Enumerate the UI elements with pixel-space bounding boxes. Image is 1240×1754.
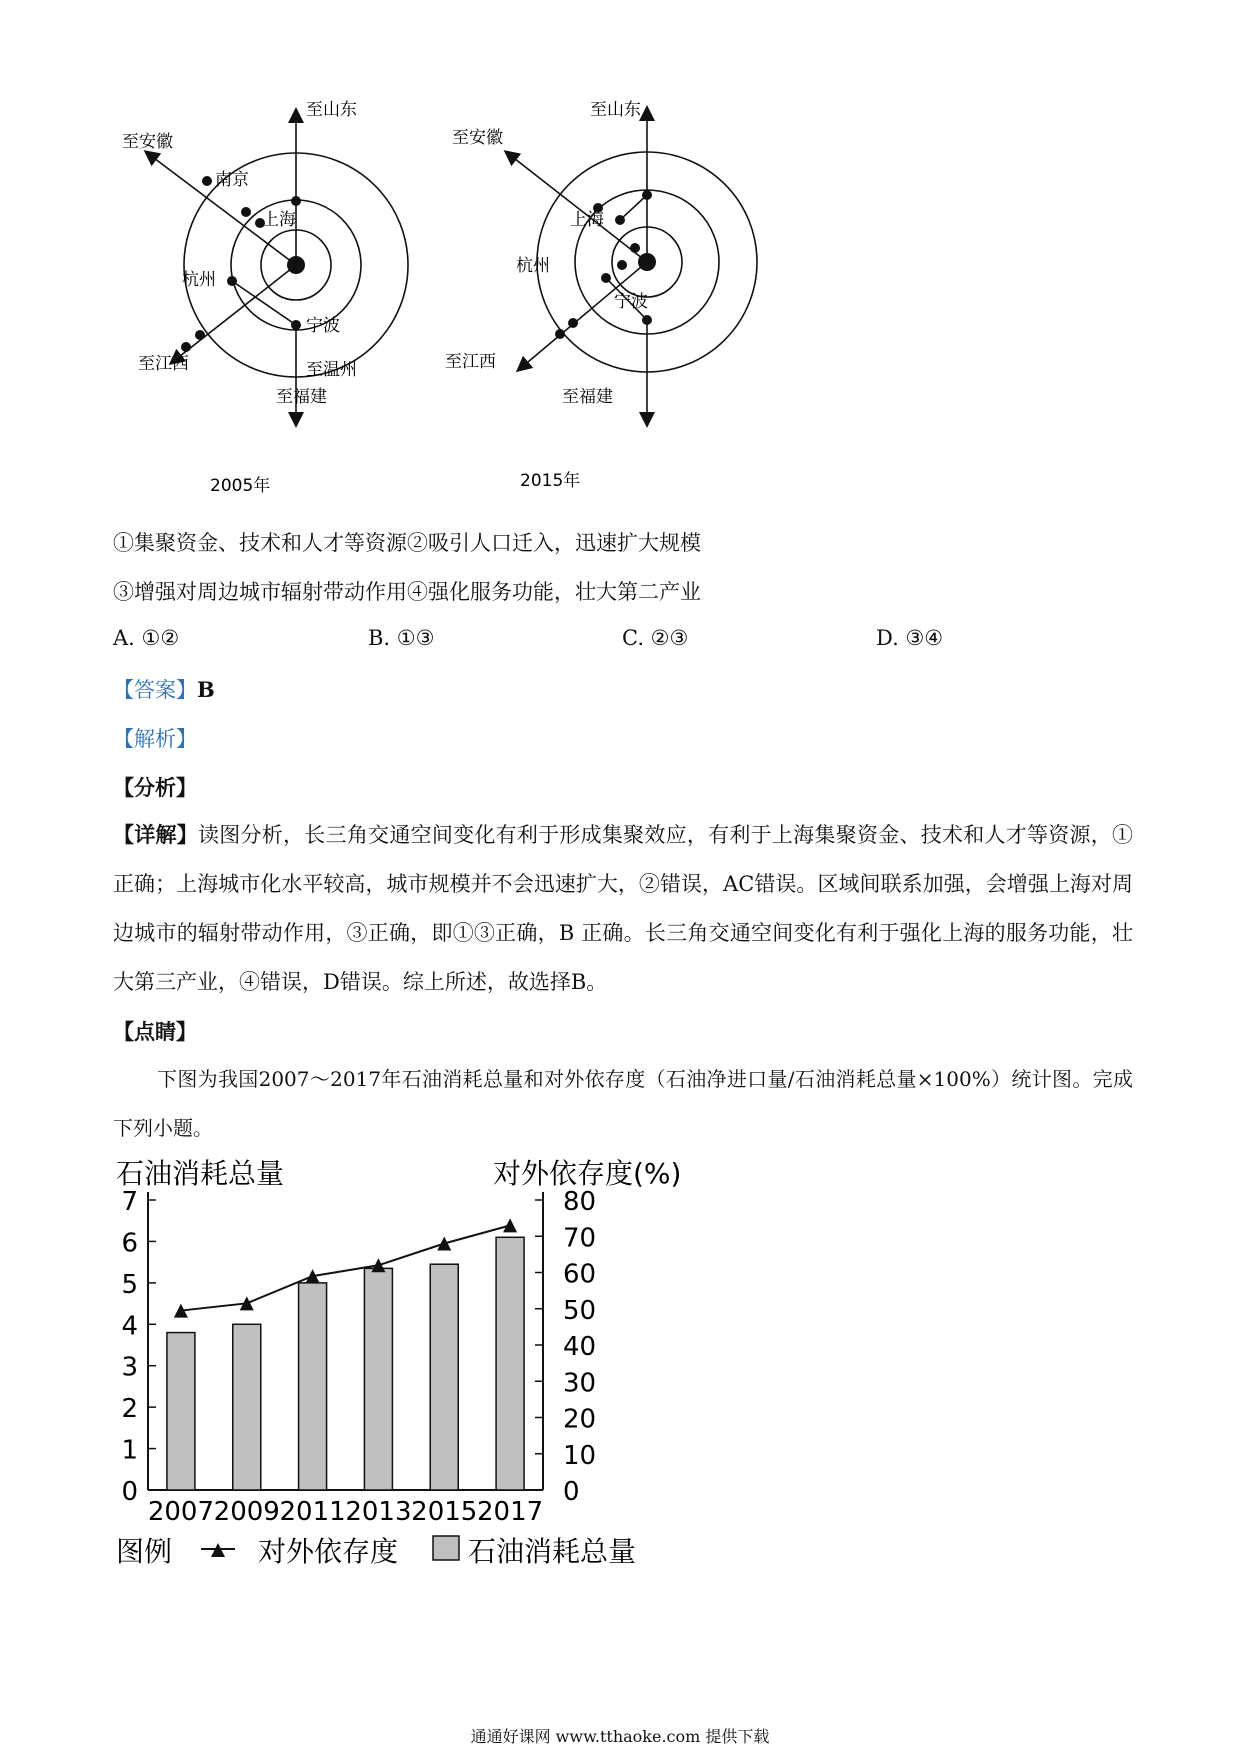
- map-year: 2015年: [520, 471, 581, 491]
- dependency-point-2015: [437, 1237, 451, 1251]
- label-jiangxi: 至江西: [138, 354, 189, 374]
- label-wenzhou: 至温州: [306, 360, 357, 380]
- bar-2015: [430, 1264, 458, 1490]
- legend-title: 图例: [116, 1535, 173, 1568]
- bar-2013: [364, 1268, 392, 1490]
- right-tick-label: 40: [563, 1332, 597, 1362]
- choice-d: D. ③④: [876, 626, 944, 650]
- bar-2009: [233, 1324, 261, 1490]
- legend-bar-label: 石油消耗总量: [468, 1535, 637, 1568]
- right-tick-label: 60: [563, 1259, 597, 1290]
- label-jiangxi: 至江西: [445, 352, 496, 372]
- label-hangzhou: 杭州: [182, 270, 216, 290]
- legend-line-marker: [201, 1543, 235, 1557]
- answer-label: 【答案】: [113, 678, 197, 702]
- oil-chart: [108, 1155, 708, 1575]
- analysis-line: [113, 724, 197, 754]
- left-tick-label: 7: [121, 1187, 138, 1217]
- left-tick-label: 2: [121, 1394, 138, 1425]
- right-tick-label: 70: [563, 1223, 597, 1254]
- right-tick-label: 50: [563, 1295, 597, 1326]
- answer-line: [113, 675, 215, 705]
- choice-a: A. ①②: [113, 626, 180, 650]
- map-year: 2005年: [210, 476, 271, 496]
- right-tick-label: 80: [563, 1187, 597, 1217]
- detail-text: 读图分析，长三角交通空间变化有利于形成集聚效应，有利于上海集聚资金、技术和人才等资源，①正确；上海城市化水平较高，城市规模并不会迅速扩大，②错误，AC错误。区域间联系加强，会增强上海对周边城市的辐射带动作用，③正确，即①③正确，B 正确。长三角交通空间变化有利于强化上海的服务功能，壮大第三产业，④错误，D错误。综上所述，故选择B。: [113, 823, 1134, 994]
- left-tick-label: 6: [121, 1228, 138, 1259]
- right-tick-label: 20: [563, 1404, 597, 1435]
- right-tick-label: 0: [563, 1477, 580, 1507]
- label-hangzhou: 杭州: [516, 256, 550, 276]
- x-tick-label: 2007: [147, 1497, 215, 1527]
- left-tick-label: 1: [121, 1435, 138, 1466]
- page-footer: 通通好课网 www.tthaoke.com 提供下载: [470, 1727, 770, 1746]
- label-ningbo: 宁波: [306, 316, 340, 336]
- left-tick-label: 0: [121, 1477, 138, 1507]
- bar-2017: [496, 1237, 524, 1490]
- legend-bar-swatch: [433, 1536, 459, 1560]
- detail-label: 【详解】: [113, 822, 199, 847]
- right-tick-label: 10: [563, 1440, 597, 1471]
- dependency-line: [181, 1225, 510, 1310]
- answer-value: B: [197, 677, 215, 702]
- x-tick-label: 2011: [279, 1497, 346, 1527]
- options-line-1: ①集聚资金、技术和人才等资源②吸引人口迁入，迅速扩大规模: [113, 531, 701, 555]
- bar-2011: [299, 1283, 327, 1490]
- map-2015: [445, 95, 800, 515]
- label-shanghai: 上海: [570, 210, 604, 230]
- dependency-point-2017: [503, 1218, 517, 1232]
- analysis-label: 【解析】: [113, 727, 197, 751]
- options-line-2: ③增强对周边城市辐射带动作用④强化服务功能，壮大第二产业: [113, 580, 701, 604]
- left-tick-label: 4: [121, 1311, 138, 1342]
- label-fujian: 至福建: [562, 387, 613, 407]
- left-tick-label: 3: [121, 1352, 138, 1383]
- label-shanghai: 上海: [262, 210, 296, 230]
- intro-paragraph: 下图为我国2007～2017年石油消耗总量和对外依存度（石油净进口量/石油消耗总量×100%）统计图。完成下列小题。: [113, 1067, 1133, 1140]
- shanghai-node: [287, 256, 305, 274]
- x-tick-label: 2013: [345, 1497, 412, 1527]
- ningbo-node: [291, 320, 301, 330]
- label-ningbo: 宁波: [614, 292, 648, 312]
- dianjing-label: 【点睛】: [113, 1019, 197, 1044]
- fenxi-label: 【分析】: [113, 775, 197, 800]
- hangzhou-node: [227, 276, 237, 286]
- x-tick-label: 2015: [411, 1497, 478, 1527]
- legend-line-label: 对外依存度: [258, 1535, 399, 1568]
- detail-paragraph: [113, 810, 1133, 1007]
- label-shandong: 至山东: [590, 100, 641, 120]
- map-2005: [120, 95, 440, 515]
- label-anhui: 至安徽: [452, 128, 503, 148]
- right-tick-label: 30: [563, 1368, 597, 1399]
- label-shandong: 至山东: [306, 100, 357, 120]
- right-axis-title: 对外依存度(%): [493, 1157, 682, 1190]
- left-axis-title: 石油消耗总量: [116, 1157, 285, 1190]
- label-fujian: 至福建: [276, 387, 327, 407]
- left-tick-label: 5: [121, 1269, 138, 1300]
- choice-c: C. ②③: [622, 626, 689, 650]
- x-tick-label: 2017: [476, 1497, 544, 1527]
- nanjing-node: [202, 176, 212, 186]
- x-tick-label: 2009: [213, 1497, 280, 1527]
- label-nanjing: 南京: [215, 170, 249, 190]
- choice-b: B. ①③: [368, 626, 435, 650]
- label-anhui: 至安徽: [122, 132, 173, 152]
- bar-2007: [167, 1333, 195, 1490]
